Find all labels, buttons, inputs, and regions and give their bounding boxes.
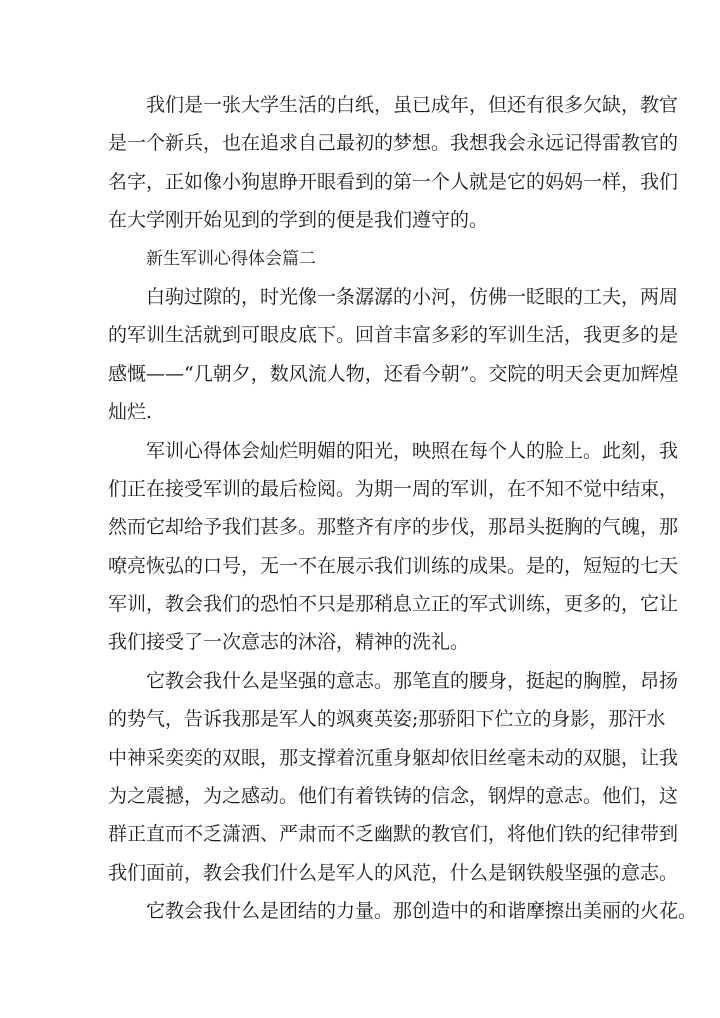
- paragraph-line: 它教会我什么是团结的力量。那创造中的和谐摩擦出美丽的火花。: [146, 900, 698, 922]
- paragraph-line: 它教会我什么是坚强的意志。那笔直的腰身，挺起的胸膛，昂扬: [146, 670, 679, 692]
- paragraph-line: 们正在接受军训的最后检阅。为期一周的军训，在不知不觉中结束，: [108, 478, 679, 500]
- paragraph-line: 嘹亮恢弘的口号，无一不在展示我们训练的成果。是的，短短的七天: [108, 555, 679, 577]
- paragraph-line: 感慨——“几朝夕，数风流人物，还看今朝”。交院的明天会更加辉煌: [108, 363, 679, 385]
- paragraph-line: 的军训生活就到可眼皮底下。回首丰富多彩的军训生活，我更多的是: [108, 324, 679, 346]
- paragraph-line: 为之震撼，为之感动。他们有着铁铸的信念，钢焊的意志。他们，这: [108, 785, 679, 807]
- paragraph-line: 是一个新兵，也在追求自己最初的梦想。我想我会永远记得雷教官的: [108, 132, 679, 154]
- paragraph-line: 在大学刚开始见到的学到的便是我们遵守的。: [108, 209, 489, 231]
- paragraph-line: 我们是一张大学生活的白纸，虽已成年，但还有很多欠缺，教官: [146, 94, 679, 116]
- paragraph-line: 灿烂.: [108, 401, 153, 423]
- paragraph-line: 的势气，告诉我那是军人的飒爽英姿;那骄阳下伫立的身影，那汗水: [108, 708, 666, 730]
- section-heading: 新生军训心得体会篇二: [146, 249, 316, 269]
- paragraph-line: 名字，正如像小狗崽睁开眼看到的第一个人就是它的妈妈一样，我们: [108, 171, 679, 193]
- paragraph-line: 我们接受了一次意志的沐浴，精神的洗礼。: [108, 631, 470, 653]
- paragraph-line: 我们面前，教会我们什么是军人的风范，什么是钢铁般坚强的意志。: [108, 862, 679, 884]
- paragraph-line: 军训心得体会灿烂明媚的阳光，映照在每个人的脸上。此刻，我: [146, 440, 679, 462]
- paragraph-line: 中神采奕奕的双眼，那支撑着沉重身躯却依旧丝毫未动的双腿，让我: [108, 747, 679, 769]
- paragraph-line: 群正直而不乏潇洒、严肃而不乏幽默的教官们，将他们铁的纪律带到: [108, 823, 679, 845]
- paragraph-line: 白驹过隙的，时光像一条潺潺的小河，仿佛一眨眼的工夫，两周: [146, 286, 679, 308]
- paragraph-line: 然而它却给予我们甚多。那整齐有序的步伐，那昂头挺胸的气魄，那: [108, 516, 679, 538]
- paragraph-line: 军训，教会我们的恐怕不只是那稍息立正的军式训练，更多的，它让: [108, 593, 679, 615]
